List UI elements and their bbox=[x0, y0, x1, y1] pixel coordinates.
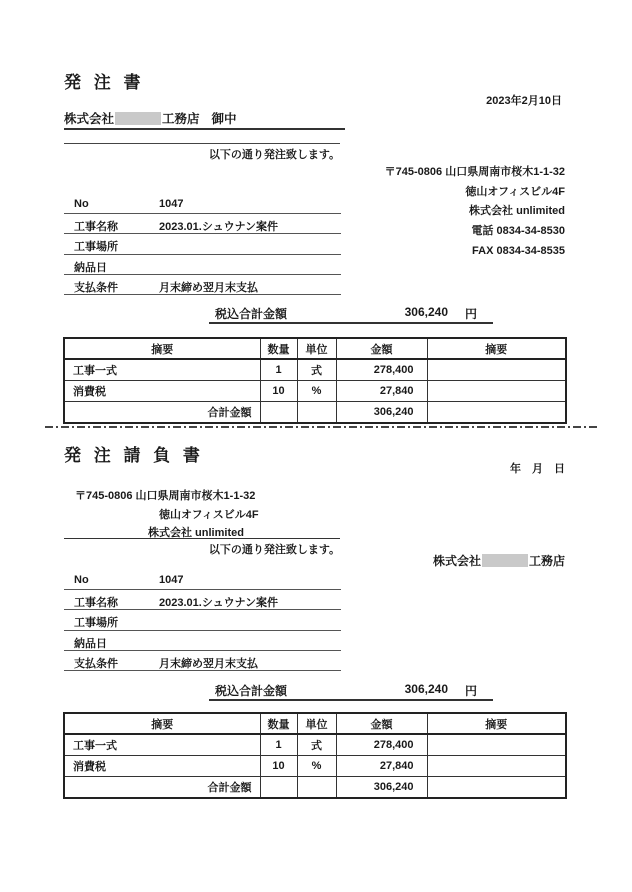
cell-qty: 10 bbox=[260, 381, 297, 402]
redacted-company-name bbox=[115, 112, 161, 125]
field-label: 支払条件 bbox=[74, 657, 118, 670]
cell-amount: 27,840 bbox=[336, 381, 427, 402]
cell-desc: 工事一式 bbox=[64, 359, 260, 381]
doc2-recipient bbox=[430, 552, 565, 569]
cell-note bbox=[427, 734, 566, 756]
doc1-items-table bbox=[63, 337, 567, 424]
field-value: 月末締め翌月末支払 bbox=[159, 657, 258, 670]
cell-qty bbox=[260, 777, 297, 799]
cell-qty: 1 bbox=[260, 359, 297, 381]
total-unit: 円 bbox=[464, 684, 477, 698]
cell-unit: % bbox=[297, 381, 336, 402]
table-row bbox=[64, 756, 566, 777]
field-value: 2023.01.シュウナン案件 bbox=[159, 221, 279, 234]
field-row-project-name bbox=[64, 590, 341, 610]
field-label: 工事名称 bbox=[74, 221, 118, 234]
field-label: No bbox=[74, 198, 89, 210]
header-note: 摘要 bbox=[427, 338, 566, 359]
table-row-total bbox=[64, 402, 566, 424]
table-header-row bbox=[64, 713, 566, 734]
doc1-recipient-line bbox=[64, 109, 345, 130]
field-row-delivery-date bbox=[64, 255, 341, 275]
header-amount: 金額 bbox=[336, 713, 427, 734]
field-label: 納品日 bbox=[74, 261, 107, 274]
doc2-issuer-building: 徳山オフィスビル4F bbox=[159, 509, 259, 521]
field-value: 2023.01.シュウナン案件 bbox=[159, 597, 279, 610]
cell-note bbox=[427, 402, 566, 424]
total-unit: 円 bbox=[464, 307, 477, 321]
header-unit: 単位 bbox=[297, 713, 336, 734]
section-divider bbox=[45, 426, 600, 428]
field-row-project-name bbox=[64, 214, 341, 234]
header-unit: 単位 bbox=[297, 338, 336, 359]
doc2-total-line bbox=[209, 679, 493, 701]
doc2-issuer-company: 株式会社 unlimited bbox=[148, 527, 244, 539]
cell-note bbox=[427, 381, 566, 402]
cell-amount: 306,240 bbox=[336, 777, 427, 799]
cell-qty bbox=[260, 402, 297, 424]
header-note: 摘要 bbox=[427, 713, 566, 734]
table-row bbox=[64, 381, 566, 402]
cell-amount: 27,840 bbox=[336, 756, 427, 777]
doc1-recipient-suffix: 工務店 bbox=[162, 112, 200, 126]
header-qty: 数量 bbox=[260, 338, 297, 359]
cell-note bbox=[427, 756, 566, 777]
doc1-issuer-tel: 電話 0834-34-8530 bbox=[471, 225, 565, 238]
field-value: 1047 bbox=[159, 574, 184, 586]
doc1-recipient-prefix: 株式会社 bbox=[64, 112, 115, 126]
doc1-recipient-honorific: 御中 bbox=[211, 112, 237, 126]
doc1-title: 発 注 書 bbox=[64, 73, 145, 92]
doc1-total-line bbox=[209, 302, 493, 324]
doc1-issuer-address: 〒745-0806 山口県周南市桜木1-1-32 bbox=[384, 166, 565, 178]
field-row-site bbox=[64, 610, 341, 630]
cell-desc: 工事一式 bbox=[64, 734, 260, 756]
header-desc: 摘要 bbox=[64, 338, 260, 359]
field-label: No bbox=[74, 574, 89, 586]
cell-desc: 消費税 bbox=[64, 756, 260, 777]
cell-qty: 10 bbox=[260, 756, 297, 777]
total-label: 税込合計金額 bbox=[215, 684, 288, 698]
field-value: 1047 bbox=[159, 198, 184, 210]
redacted-company-name bbox=[482, 554, 528, 567]
total-amount: 306,240 bbox=[404, 305, 448, 319]
cell-unit: % bbox=[297, 756, 336, 777]
field-label: 工事場所 bbox=[74, 241, 118, 254]
cell-unit bbox=[297, 777, 336, 799]
table-row bbox=[64, 734, 566, 756]
cell-desc: 消費税 bbox=[64, 381, 260, 402]
field-value: 月末締め翌月末支払 bbox=[159, 281, 258, 294]
field-row-no bbox=[64, 194, 341, 214]
doc2-fields bbox=[64, 570, 341, 671]
doc1-issuer-block bbox=[385, 163, 565, 262]
field-row-site bbox=[64, 234, 341, 254]
field-label: 工事場所 bbox=[74, 617, 118, 630]
cell-unit bbox=[297, 402, 336, 424]
header-amount: 金額 bbox=[336, 338, 427, 359]
header-qty: 数量 bbox=[260, 713, 297, 734]
doc2-recipient-prefix: 株式会社 bbox=[432, 554, 481, 568]
field-row-payment-terms bbox=[64, 275, 341, 295]
doc1-issuer-fax: FAX 0834-34-8535 bbox=[472, 244, 565, 257]
cell-qty: 1 bbox=[260, 734, 297, 756]
doc2-issuer-rule bbox=[64, 524, 340, 539]
cell-desc: 合計金額 bbox=[64, 402, 260, 424]
header-desc: 摘要 bbox=[64, 713, 260, 734]
doc1-issuer-company: 株式会社 unlimited bbox=[469, 205, 565, 218]
field-row-payment-terms bbox=[64, 651, 341, 671]
cell-desc: 合計金額 bbox=[64, 777, 260, 799]
field-row-delivery-date bbox=[64, 631, 341, 651]
doc2-date-placeholder: 年 月 日 bbox=[510, 463, 565, 475]
field-label: 納品日 bbox=[74, 637, 107, 650]
cell-amount: 306,240 bbox=[336, 402, 427, 424]
doc2-items-table bbox=[63, 712, 567, 799]
doc2-recipient-suffix: 工務店 bbox=[528, 554, 565, 568]
field-label: 工事名称 bbox=[74, 597, 118, 610]
doc1-date: 2023年2月10日 bbox=[486, 95, 562, 107]
doc1-issuer-building: 徳山オフィスビル4F bbox=[465, 185, 565, 198]
table-row-total bbox=[64, 777, 566, 799]
total-label: 税込合計金額 bbox=[215, 307, 288, 321]
cell-amount: 278,400 bbox=[336, 359, 427, 381]
cell-unit: 式 bbox=[297, 359, 336, 381]
field-row-no bbox=[64, 570, 341, 590]
field-label: 支払条件 bbox=[74, 281, 118, 294]
total-amount: 306,240 bbox=[404, 682, 448, 696]
doc1-notice: 以下の通り発注致します。 bbox=[208, 149, 340, 161]
doc1-blank-rule bbox=[64, 128, 340, 144]
cell-amount: 278,400 bbox=[336, 734, 427, 756]
doc2-title: 発 注 請 負 書 bbox=[64, 446, 204, 465]
doc2-issuer-address: 〒745-0806 山口県周南市桜木1-1-32 bbox=[75, 490, 256, 502]
table-header-row bbox=[64, 338, 566, 359]
cell-unit: 式 bbox=[297, 734, 336, 756]
doc2-notice: 以下の通り発注致します。 bbox=[208, 544, 340, 556]
table-row bbox=[64, 359, 566, 381]
cell-note bbox=[427, 359, 566, 381]
doc1-fields bbox=[64, 194, 341, 295]
cell-note bbox=[427, 777, 566, 799]
